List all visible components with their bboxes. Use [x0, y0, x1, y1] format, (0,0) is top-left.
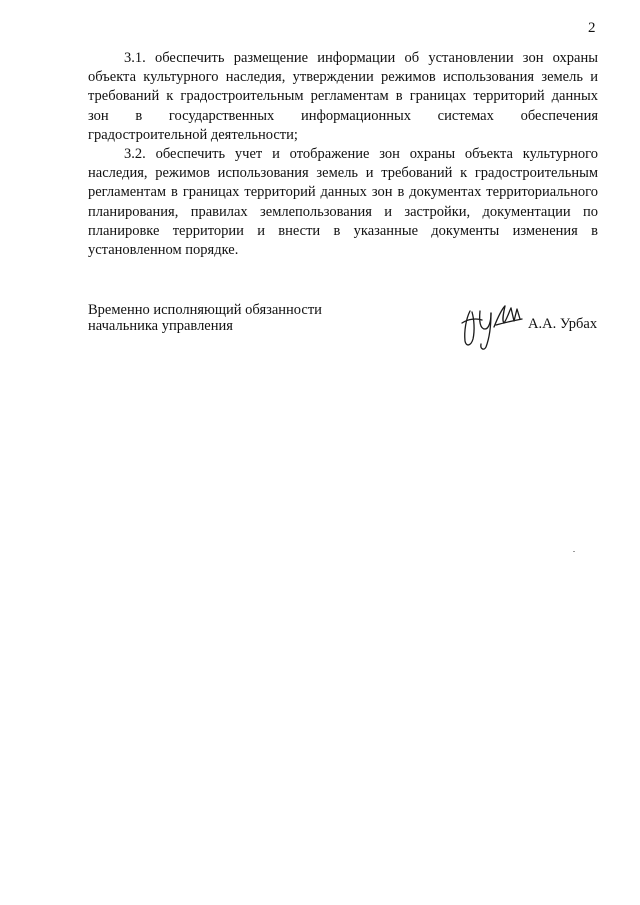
- document-body: [88, 49, 598, 260]
- paragraph-3-2: 3.2. обеспечить учет и отображение зон охраны объекта культурного наследия, режимов использования земель и требований к градостроительным регламентам в границах территорий данных зон в документах территориального планирования, правилах землепользования и застройки, документации по планировке территории и внести в указанные документы изменения в установленном порядке.: [88, 146, 598, 259]
- scan-speck: [573, 551, 575, 552]
- signature-block: [88, 302, 598, 362]
- handwritten-signature: [456, 299, 524, 351]
- paragraph-3-1: 3.1. обеспечить размещение информации об установлении зон охраны объекта культурного наследия, утверждении режимов использования земель и требований к градостроительным регламентам в границах территорий данных зон в государственных информационных системах обеспечения градостроительной деятельности;: [88, 50, 598, 143]
- page-number: 2: [588, 20, 596, 36]
- signer-title-line-2: начальника управления: [88, 318, 233, 334]
- signer-title: [88, 302, 322, 334]
- signer-name: А.А. Урбах: [528, 316, 598, 332]
- signer-title-line-1: Временно исполняющий обязанности: [88, 302, 322, 318]
